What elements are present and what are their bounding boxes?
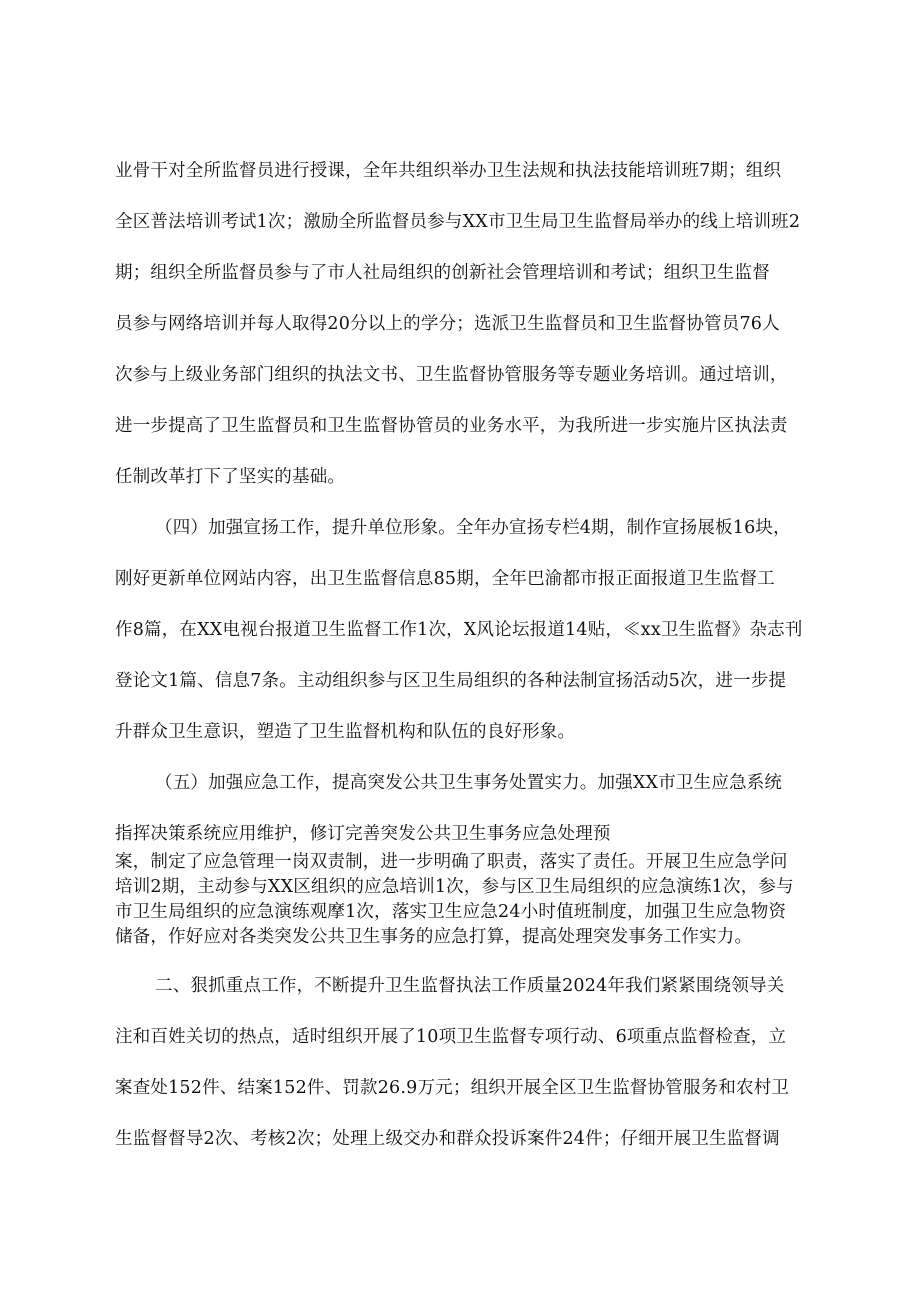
text-line: 培训2期，主动参与XX区组织的应急培训1次，参与区卫生局组织的应急演练1次，参与 [115,877,794,897]
text-line: 储备，作好应对各类突发公共卫生事务的应急打算，提高处理突发事务工作实力。 [115,927,753,947]
text-line: 登论文1篇、信息7条。主动组织参与区卫生局组织的各种法制宣扬活动5次，进一步提 [115,671,787,691]
text-line: 作8篇，在XX电视台报道卫生监督工作1次，X风论坛报道14贴，≪xx卫生监督》杂志刊 [115,620,803,640]
text-line: 全区普法培训考试1次；激励全所监督员参与XX市卫生局卫生监督局举办的线上培训班2 [115,212,801,232]
paragraph-heading-line: （四）加强宣扬工作，提升单位形象。全年办宣扬专栏4期，制作宣扬展板16块， [155,518,791,538]
text-line: 生监督督导2次、考核2次；处理上级交办和群众投诉案件24件；仔细开展卫生监督调 [115,1129,780,1149]
text-line: 任制改革打下了坚实的基础。 [115,467,346,487]
text-line: 员参与网络培训并每人取得20分以上的学分；选派卫生监督员和卫生监督协管员76人 [115,314,780,334]
text-line: 期；组织全所监督员参与了市人社局组织的创新社会管理培训和考试；组织卫生监督 [115,263,770,283]
text-line: 案，制定了应急管理一岗双责制，进一步明确了职责，落实了责任。开展卫生应急学问 [115,852,788,872]
text-line: 注和百姓关切的热点，适时组织开展了10项卫生监督专项行动、6项重点监督检查，立 [115,1027,787,1047]
text-line: 业骨干对全所监督员进行授课，全年共组织举办卫生法规和执法技能培训班7期；组织 [115,161,782,181]
paragraph-heading-line: （五）加强应急工作，提高突发公共卫生事务处置实力。加强XX市卫生应急系统 [155,773,783,793]
text-line: 指挥决策系统应用维护，修订完善突发公共卫生事务应急处理预 [115,824,611,844]
text-line: 次参与上级业务部门组织的执法文书、卫生监督协管服务等专题业务培训。通过培训， [115,365,788,385]
text-line: 市卫生局组织的应急演练观摩1次，落实卫生应急24小时值班制度，加强卫生应急物资 [115,902,787,922]
section-heading-line: 二、狠抓重点工作，不断提升卫生监督执法工作质量2024年我们紧紧围绕领导关 [155,976,785,996]
text-line: 升群众卫生意识，塑造了卫生监督机构和队伍的良好形象。 [115,722,576,742]
text-line: 刚好更新单位网站内容，出卫生监督信息85期，全年巴渝都市报正面报道卫生监督工 [115,569,775,589]
text-line: 案查处152件、结案152件、罚款26.9万元；组织开展全区卫生监督协管服务和农村卫 [115,1078,790,1098]
text-line: 进一步提高了卫生监督员和卫生监督协管员的业务水平，为我所进一步实施片区执法责 [115,416,788,436]
